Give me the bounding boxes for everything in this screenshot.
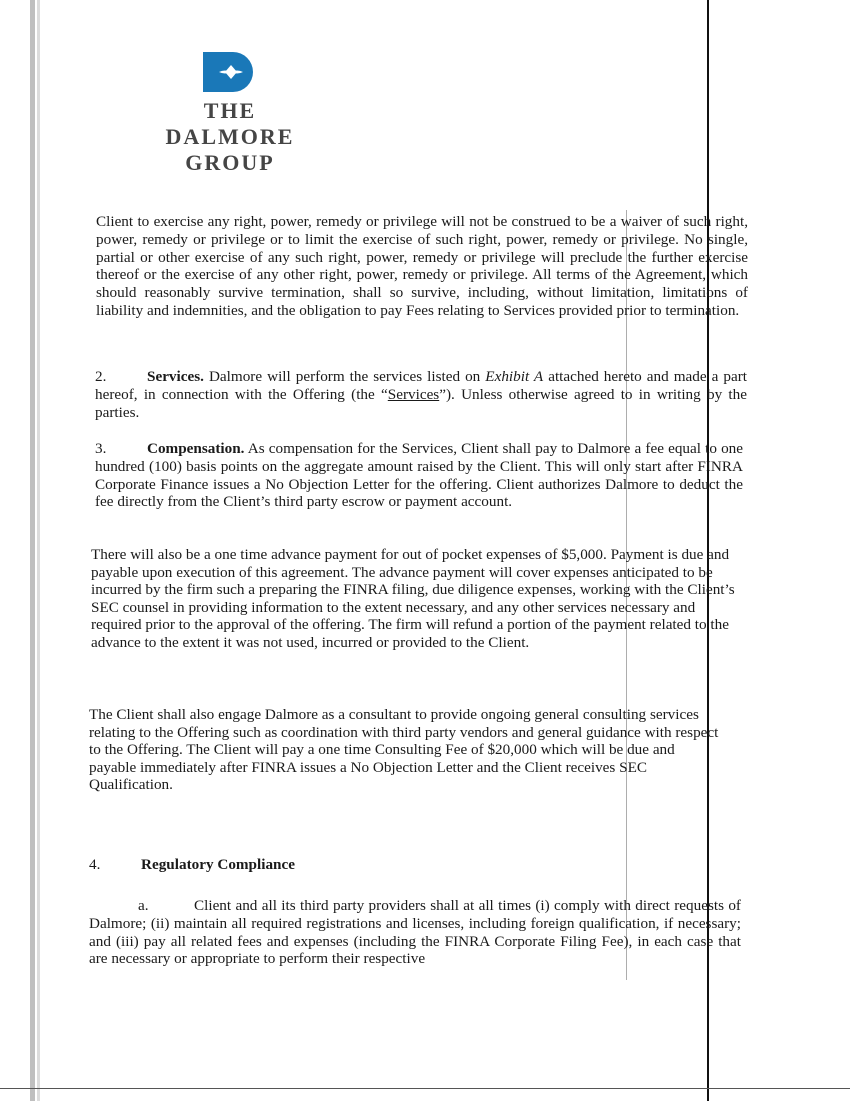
section-compensation [95, 440, 743, 511]
logo-text-group: GROUP [185, 150, 275, 175]
defined-term-services: Services [387, 385, 440, 403]
scan-edge-shadow [30, 0, 35, 1101]
continuation-text: Client to exercise any right, power, remedy or privilege will not be construed to be a waiver of such right, power, remedy or privilege or to limit the exercise of such right, power, remedy or privilege. No single, partial or other exercise of any such right, power, remedy or privilege will preclude the further exercise thereof or the exercise of any other right, power, remedy or privilege. All terms of the Agreement, which should reasonably survive termination, shall so survive, including, without limitation, limitations of liability and indemnities, and the obligation to pay Fees relating to Services provided prior to termination. [96, 213, 748, 319]
exhibit-reference: Exhibit A [485, 368, 544, 385]
consulting-text: The Client shall also engage Dalmore as a consultant to provide ongoing general consulting services relating to the Offering such as coordination with third party vendors and general guidance with respect to the Offering. The Client will pay a one time Consulting Fee of $20,000 which will be due and payable immediately after FINRA issues a No Objection Letter and the Client receives SEC Qualification. [89, 706, 719, 794]
dalmore-d-logo-icon [203, 52, 259, 92]
consulting-paragraph [89, 706, 721, 794]
section-heading: Compensation. [147, 440, 245, 457]
section-services [95, 368, 747, 421]
services-text-b: attached hereto and made a part hereof, in connection with the Offering (the “ [95, 368, 747, 403]
scan-bottom-line [0, 1088, 850, 1089]
section-number: 2. [95, 368, 107, 385]
section-regulatory-compliance [89, 856, 689, 874]
section-heading: Services. [147, 368, 204, 385]
compensation-text: As compensation for the Services, Client shall pay to Dalmore a fee equal to one hundred (100) basis points on the aggregate amount raised by the Client. This will only start after FINRA Corporate Finance issues a No Objection Letter for the offering. Client authorizes Dalmore to deduct the fee directly from the Client’s third party escrow or payment account. [95, 440, 743, 511]
scan-edge-shadow-light [37, 0, 40, 1101]
section-number: 4. [89, 856, 101, 873]
subsection-text: Client and all its third party providers shall at all times (i) comply with direct requests of Dalmore; (ii) maintain all required registrations and licenses, including foreign qualification, if necessary; and (iii) pay all related fees and expenses (including the FINRA Corporate Filing Fee), in each case that are necessary or appropriate to perform their respective [89, 897, 741, 968]
logo-text-dalmore: DALMORE [165, 124, 295, 149]
continuation-paragraph [96, 213, 748, 320]
section-number: 3. [95, 440, 107, 457]
services-text-a: Dalmore will perform the services listed on [203, 368, 486, 385]
advance-payment-paragraph [91, 546, 743, 652]
advance-payment-text: There will also be a one time advance payment for out of pocket expenses of $5,000. Payment is due and payable upon execution of this agreement. The advance payment will cover expenses anticipated to be incurred by the firm such a preparing the FINRA filing, due diligence expenses, working with the Client’s SEC counsel in providing information to the extent necessary, and any other services necessary and required prior to the approval of the offering. The firm will refund a portion of the payment related to the advance to the extent it was not used, incurred or provided to the Client. [91, 546, 735, 651]
logo-text-the: THE [203, 98, 257, 123]
company-logo [140, 52, 320, 176]
subsection-a-paragraph [89, 897, 741, 968]
subsection-label: a. [138, 897, 149, 914]
section-heading: Regulatory Compliance [141, 856, 295, 873]
services-text-c: ”). Unless otherwise agreed to in writing by the parties. [95, 385, 747, 421]
